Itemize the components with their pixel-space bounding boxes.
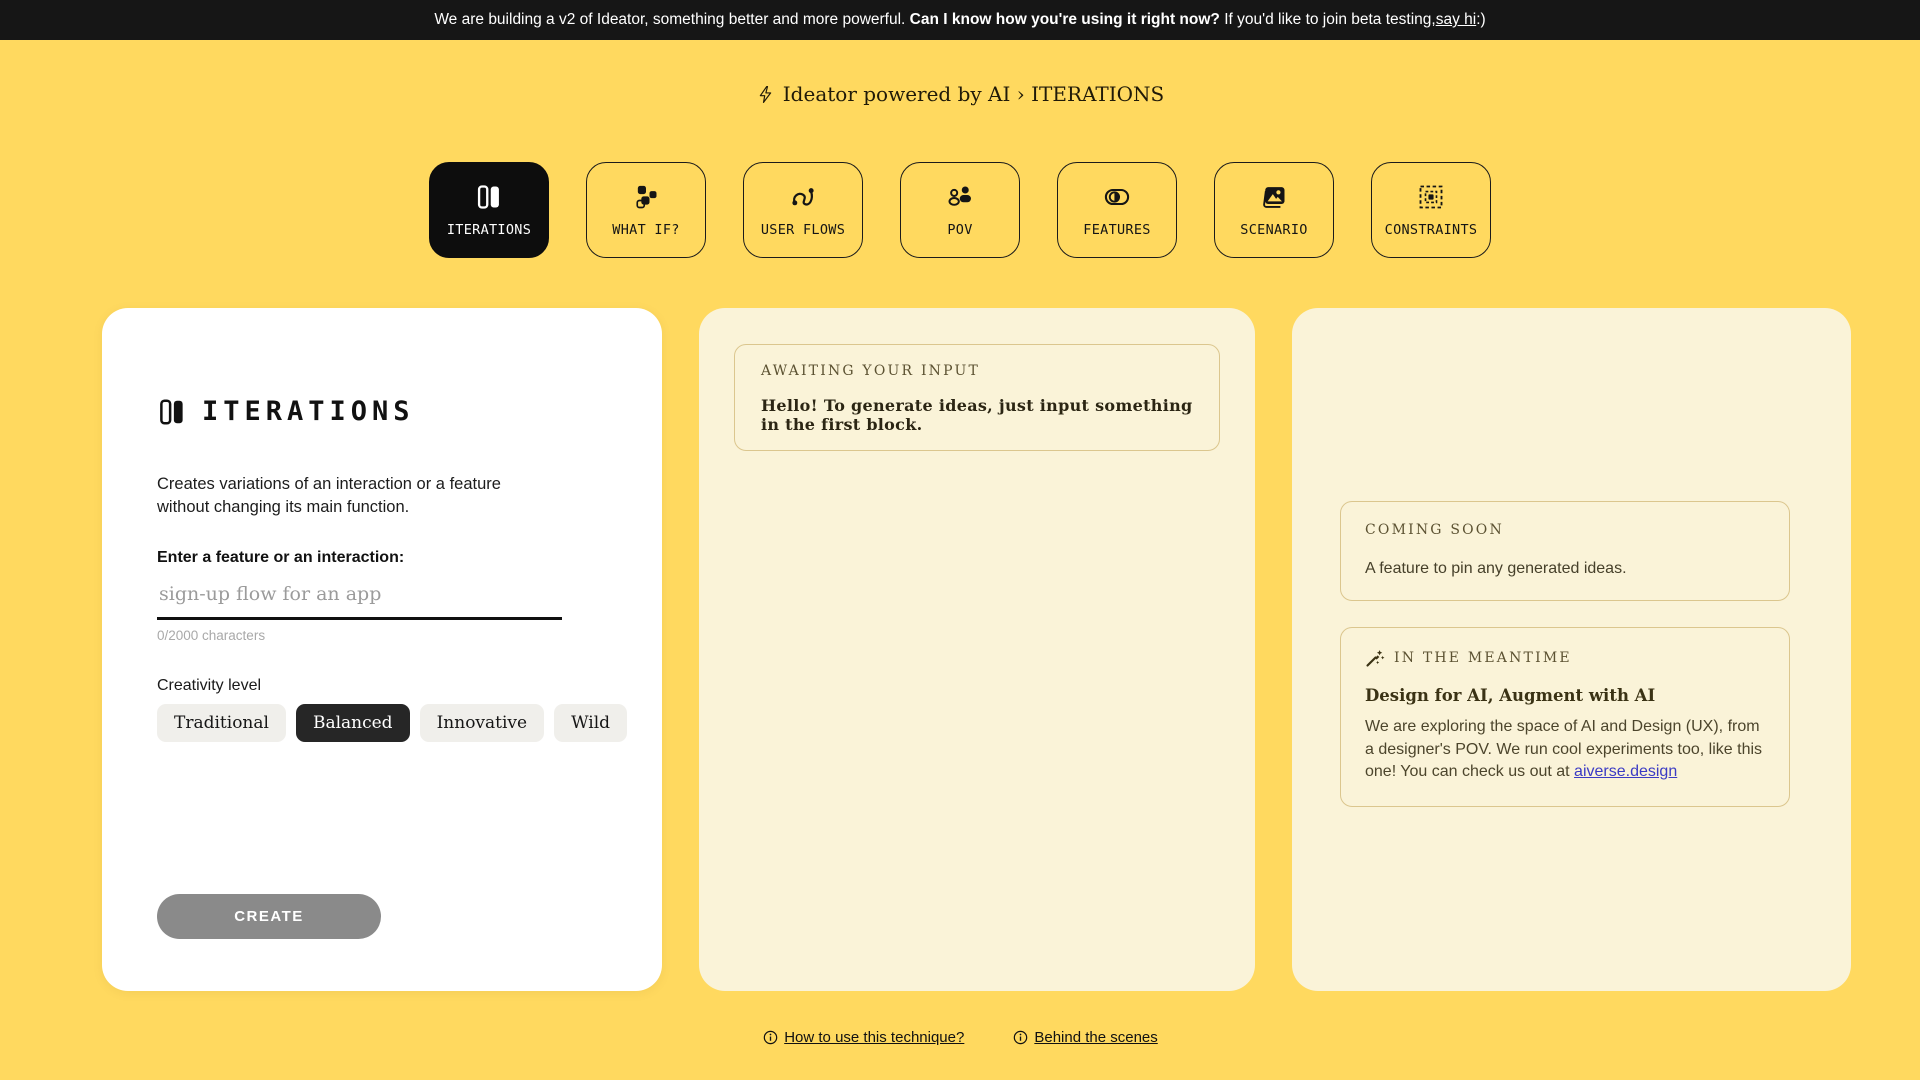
footer (0, 1029, 1920, 1046)
banner-emoticon: :) (1476, 11, 1486, 28)
output-card (699, 308, 1255, 991)
tab-label: FEATURES (1083, 221, 1151, 238)
footer-link-label: How to use this technique? (784, 1029, 965, 1046)
char-counter: 0/2000 characters (157, 628, 266, 644)
tab-label: USER FLOWS (760, 221, 846, 238)
announcement-banner (0, 0, 1920, 40)
tab-label: ITERATIONS (446, 221, 532, 238)
tab-iterations[interactable] (429, 162, 549, 258)
banner-text: We are building a v2 of Ideator, something better and more powerful. (434, 11, 910, 28)
creativity-option-innovative[interactable]: Innovative (420, 704, 545, 742)
frame-icon (1417, 183, 1445, 211)
meantime-body (1365, 716, 1765, 784)
how-to-use-link[interactable] (762, 1029, 964, 1046)
card-title-row (157, 396, 607, 427)
technique-description: Creates variations of an interaction or a feature without changing its main function. (157, 475, 501, 517)
main-content (102, 308, 1920, 991)
status-label: AWAITING YOUR INPUT (761, 363, 981, 379)
meantime-label: IN THE MEANTIME (1394, 650, 1572, 666)
image-icon (1260, 183, 1288, 211)
tab-user-flows[interactable] (743, 162, 863, 258)
app-header (0, 82, 1920, 106)
technique-tabs (0, 162, 1920, 258)
card-title: ITERATIONS (202, 396, 415, 427)
magic-wand-icon (1365, 648, 1385, 668)
columns-icon (157, 397, 187, 427)
tab-label: SCENARIO (1240, 221, 1308, 238)
status-box (734, 344, 1220, 451)
columns-icon (475, 183, 503, 211)
say-hi-link[interactable]: say hi (1435, 11, 1477, 28)
iterations-input-card (102, 308, 662, 991)
side-card (1292, 308, 1851, 991)
feature-input-label: Enter a feature or an interaction: (157, 549, 405, 567)
page-title: Ideator powered by AI › ITERATIONS (782, 82, 1165, 106)
tab-label: POV (947, 221, 973, 238)
info-icon (1012, 1029, 1029, 1046)
creativity-options (157, 704, 611, 742)
banner-text-suffix: If you'd like to join beta testing, (1219, 11, 1436, 28)
aiverse-design-link[interactable]: aiverse.design (1574, 763, 1678, 781)
tab-pov[interactable] (900, 162, 1020, 258)
create-button[interactable]: CREATE (157, 894, 381, 939)
banner-text-bold: Can I know how you're using it right now? (909, 11, 1220, 28)
status-message: Hello! To generate ideas, just input something in the first block. (761, 396, 1193, 434)
toggle-icon (1103, 183, 1131, 211)
creativity-level-label: Creativity level (157, 677, 262, 695)
behind-the-scenes-link[interactable] (1012, 1029, 1157, 1046)
feature-input[interactable] (157, 573, 562, 620)
users-icon (946, 183, 974, 211)
tab-constraints[interactable] (1371, 162, 1491, 258)
tab-what-if[interactable] (586, 162, 706, 258)
tab-label: CONSTRAINTS (1384, 221, 1478, 238)
meantime-title: Design for AI, Augment with AI (1365, 686, 1656, 705)
in-the-meantime-box (1340, 627, 1790, 807)
creativity-option-balanced[interactable]: Balanced (296, 704, 410, 742)
coming-soon-text: A feature to pin any generated ideas. (1365, 560, 1627, 577)
shapes-icon (632, 183, 660, 211)
coming-soon-label: COMING SOON (1365, 522, 1504, 538)
info-icon (762, 1029, 779, 1046)
tab-label: WHAT IF? (612, 221, 680, 238)
creativity-option-wild[interactable]: Wild (554, 704, 627, 742)
lightning-icon (756, 85, 775, 104)
flow-icon (789, 183, 817, 211)
meantime-label-row (1365, 648, 1765, 668)
tab-features[interactable] (1057, 162, 1177, 258)
creativity-option-traditional[interactable]: Traditional (157, 704, 286, 742)
tab-scenario[interactable] (1214, 162, 1334, 258)
meantime-body-text: We are exploring the space of AI and Design (UX), from a designer's POV. We run cool experiments too, like this one! You can check us out at (1365, 718, 1763, 781)
footer-link-label: Behind the scenes (1034, 1029, 1158, 1046)
coming-soon-box (1340, 501, 1790, 601)
